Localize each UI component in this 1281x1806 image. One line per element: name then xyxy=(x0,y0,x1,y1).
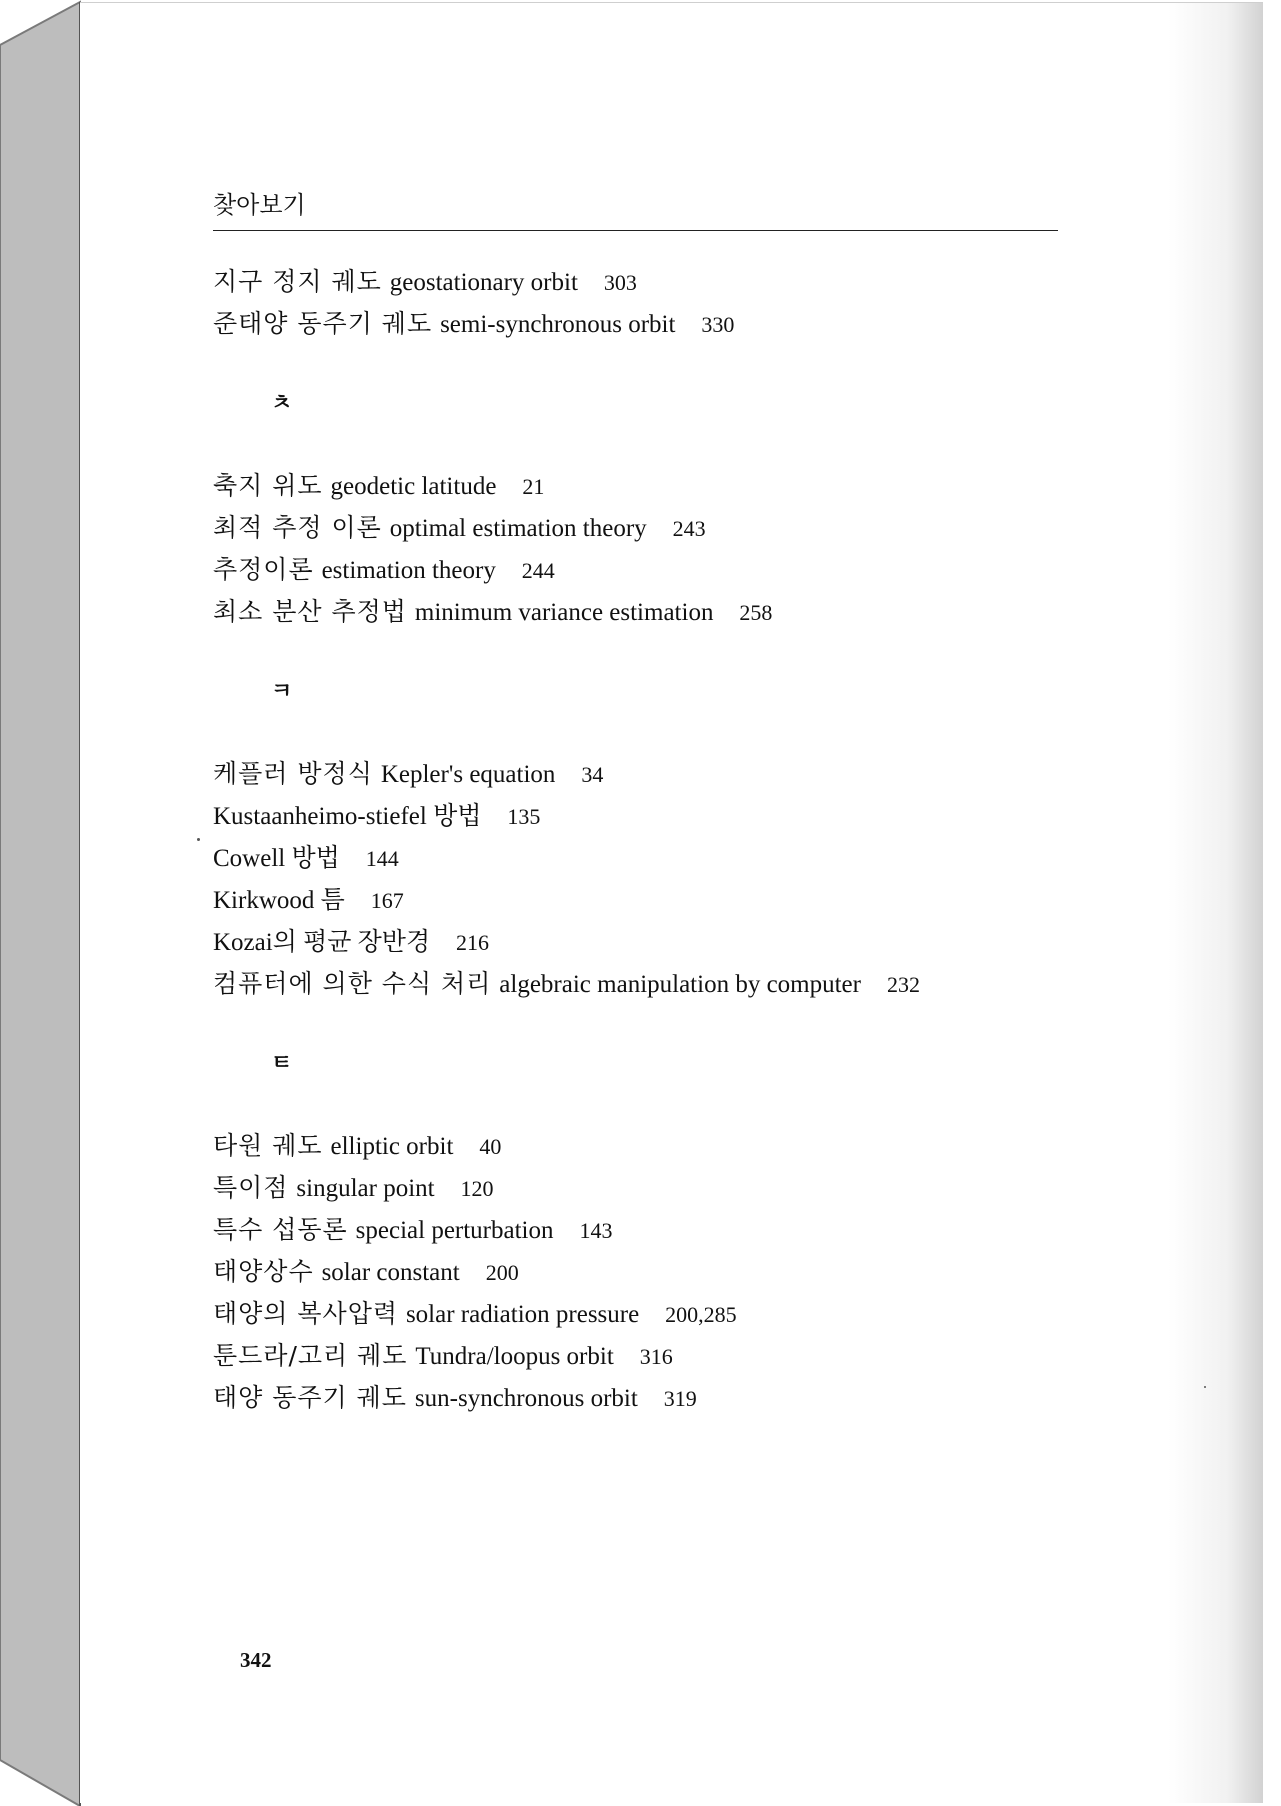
entry-english-term: Tundra/loopus orbit xyxy=(415,1343,614,1370)
section-letter-heading: ㅊ xyxy=(271,391,293,416)
entry-english-term: sun-synchronous orbit xyxy=(414,1385,638,1412)
entry-korean-term: 태양 동주기 궤도 xyxy=(213,1383,407,1412)
index-entry xyxy=(213,1251,1058,1293)
entry-page-number: 167 xyxy=(370,888,404,913)
entry-page-number: 40 xyxy=(479,1134,502,1159)
index-entry xyxy=(213,1125,1058,1167)
entry-english-term: Kirkwood 틈 xyxy=(213,887,345,914)
index-group xyxy=(213,261,1058,345)
index-entry xyxy=(213,879,1058,921)
index-entry xyxy=(213,837,1058,879)
entry-korean-term: 추정이론 xyxy=(213,555,314,584)
index-entry xyxy=(213,261,1058,303)
entry-korean-term: 태양상수 xyxy=(213,1257,314,1286)
entry-korean-term: 태양의 복사압력 xyxy=(213,1299,398,1328)
entry-english-term: estimation theory xyxy=(321,557,496,584)
entry-english-term: semi-synchronous orbit xyxy=(440,311,676,338)
index-entry xyxy=(213,921,1058,963)
entry-page-number: 143 xyxy=(579,1218,613,1243)
index-group xyxy=(213,1043,1058,1419)
entry-korean-term: 최적 추정 이론 xyxy=(213,513,382,542)
entry-page-number: 21 xyxy=(522,474,545,499)
entry-page-number: 200 xyxy=(485,1260,519,1285)
index-entry xyxy=(213,1377,1058,1419)
entry-korean-term: 최소 분산 추정법 xyxy=(213,597,407,626)
entry-page-number: 303 xyxy=(603,270,637,295)
entry-english-term: singular point xyxy=(296,1175,435,1202)
entry-korean-term: 타원 궤도 xyxy=(213,1131,323,1160)
entry-page-number: 232 xyxy=(886,972,920,997)
entry-page-number: 200,285 xyxy=(665,1302,737,1327)
entry-korean-term: 준태양 동주기 궤도 xyxy=(213,309,433,338)
entry-korean-term: 툰드라/고리 궤도 xyxy=(213,1341,408,1370)
index-entry xyxy=(213,549,1058,591)
entry-korean-term: 특수 섭동론 xyxy=(213,1215,348,1244)
entry-english-term: geostationary orbit xyxy=(389,269,578,296)
entry-page-number: 330 xyxy=(701,312,735,337)
index-page-content xyxy=(213,190,1058,1419)
section-letter-heading: ㅌ xyxy=(271,1051,293,1076)
entry-english-term: solar radiation pressure xyxy=(405,1301,640,1328)
entry-page-number: 319 xyxy=(663,1386,697,1411)
index-entry xyxy=(213,963,1058,1005)
index-entry xyxy=(213,507,1058,549)
entry-page-number: 244 xyxy=(521,558,555,583)
entry-english-term: elliptic orbit xyxy=(330,1133,454,1160)
index-entry xyxy=(213,303,1058,345)
entry-english-term: optimal estimation theory xyxy=(389,515,647,542)
index-entry xyxy=(213,591,1058,633)
entry-korean-term: 케플러 방정식 xyxy=(213,759,373,788)
book-spine xyxy=(0,0,82,1806)
entry-page-number: 135 xyxy=(507,804,541,829)
index-group xyxy=(213,383,1058,633)
entry-page-number: 144 xyxy=(365,846,399,871)
entry-english-term: solar constant xyxy=(321,1259,460,1286)
index-entry xyxy=(213,1293,1058,1335)
entry-english-term: minimum variance estimation xyxy=(414,599,714,626)
index-entry xyxy=(213,1167,1058,1209)
entry-page-number: 243 xyxy=(672,516,706,541)
index-entry xyxy=(213,753,1058,795)
entry-english-term: special perturbation xyxy=(355,1217,554,1244)
entry-korean-term: 컴퓨터에 의한 수식 처리 xyxy=(213,969,492,998)
entry-english-term: Kozai의 평균 장반경 xyxy=(213,929,431,956)
entry-english-term: geodetic latitude xyxy=(330,473,497,500)
entry-english-term: algebraic manipulation by computer xyxy=(499,971,861,998)
entry-page-number: 258 xyxy=(739,600,773,625)
index-entry xyxy=(213,1209,1058,1251)
entry-page-number: 120 xyxy=(460,1176,494,1201)
scan-speck xyxy=(1204,1386,1206,1388)
entry-page-number: 216 xyxy=(456,930,490,955)
page-number: 342 xyxy=(240,1648,272,1672)
entry-page-number: 34 xyxy=(581,762,604,787)
index-entry xyxy=(213,795,1058,837)
index-group xyxy=(213,671,1058,1005)
index-entry xyxy=(213,465,1058,507)
entry-english-term: Cowell 방법 xyxy=(213,845,340,872)
entry-english-term: Kepler's equation xyxy=(380,761,556,788)
page-header-title: 찾아보기 xyxy=(213,190,1058,231)
entry-page-number: 316 xyxy=(639,1344,673,1369)
entry-korean-term: 특이점 xyxy=(213,1173,289,1202)
entry-english-term: Kustaanheimo-stiefel 방법 xyxy=(213,803,482,830)
section-letter-heading: ㅋ xyxy=(271,679,293,704)
index-entry xyxy=(213,1335,1058,1377)
entry-korean-term: 축지 위도 xyxy=(213,471,323,500)
entry-korean-term: 지구 정지 궤도 xyxy=(213,267,382,296)
scan-speck xyxy=(197,838,200,841)
